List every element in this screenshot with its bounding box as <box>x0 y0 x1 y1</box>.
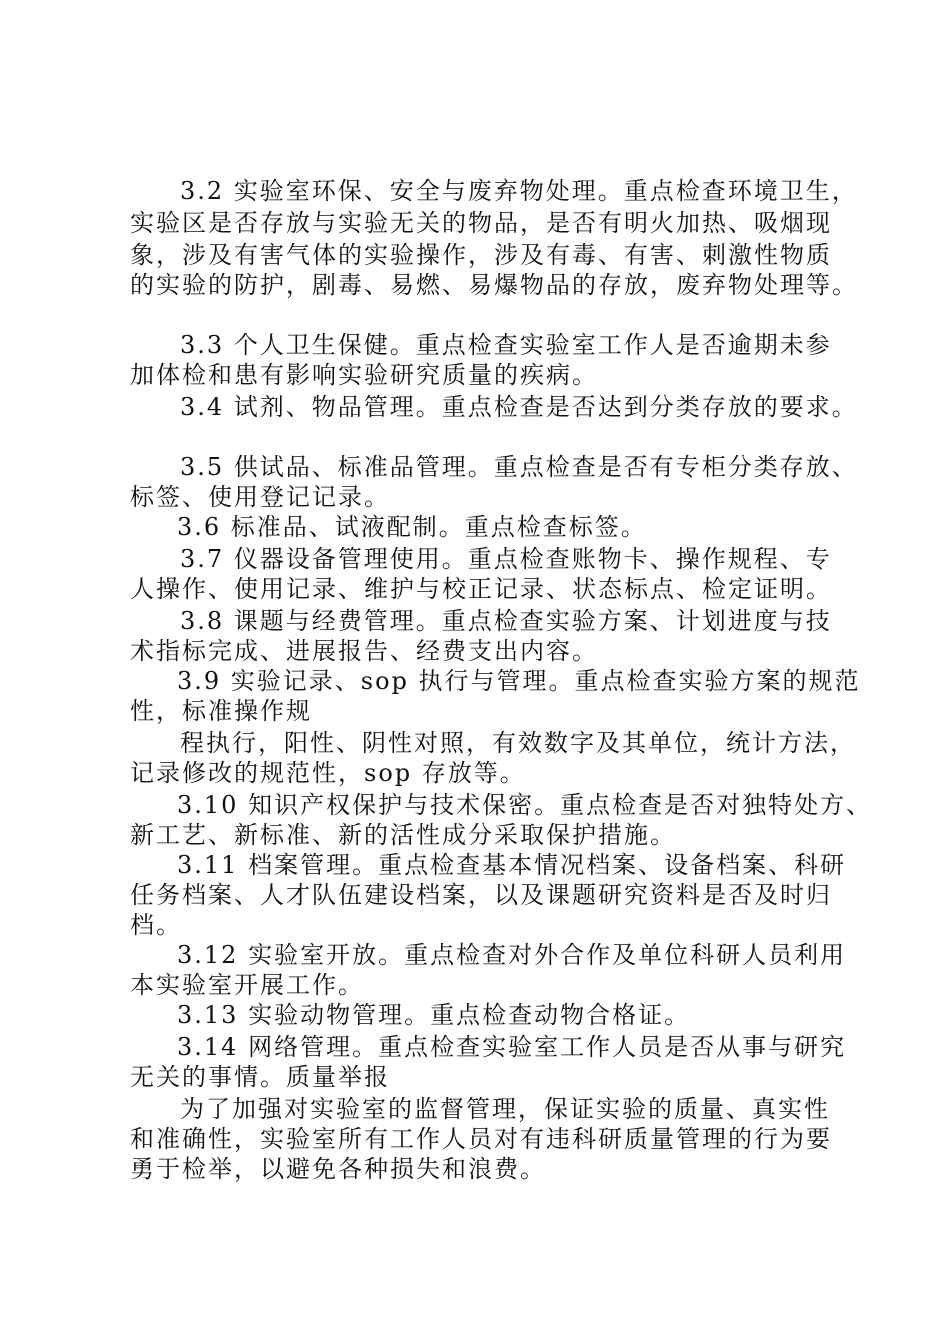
text-line: 的实验的防护，剧毒、易燃、易爆物品的存放，废弃物处理等。 <box>130 271 858 299</box>
text-line: 本实验室开展工作。 <box>130 971 364 999</box>
text-line: 加体检和患有影响实验研究质量的疾病。 <box>130 361 598 389</box>
text-line: 勇于检举，以避免各种损失和浪费。 <box>130 1155 546 1183</box>
text-line: 程执行，阳性、阴性对照，有效数字及其单位，统计方法， <box>180 729 856 757</box>
text-line: 3.8 课题与经费管理。重点检查实验方案、计划进度与技 <box>180 607 832 635</box>
text-line: 3.7 仪器设备管理使用。重点检查账物卡、操作规程、专 <box>180 545 832 573</box>
text-line: 3.3 个人卫生保健。重点检查实验室工作人是否逾期未参 <box>180 331 832 359</box>
text-line: 新工艺、新标准、新的活性成分采取保护措施。 <box>130 821 676 849</box>
text-line: 性，标准操作规 <box>130 697 312 725</box>
text-line: 3.12 实验室开放。重点检查对外合作及单位科研人员利用 <box>177 941 847 969</box>
text-line: 和准确性，实验室所有工作人员对有违科研质量管理的行为要 <box>130 1125 832 1153</box>
text-line: 3.11 档案管理。重点检查基本情况档案、设备档案、科研 <box>177 851 847 879</box>
text-line: 3.5 供试品、标准品管理。重点检查是否有专柜分类存放、 <box>180 453 858 481</box>
text-line: 3.4 试剂、物品管理。重点检查是否达到分类存放的要求。 <box>180 393 858 421</box>
text-line: 实验区是否存放与实验无关的物品，是否有明火加热、吸烟现 <box>130 209 832 237</box>
text-line: 3.2 实验室环保、安全与废弃物处理。重点检查环境卫生， <box>180 177 858 205</box>
text-line: 3.6 标准品、试液配制。重点检查标签。 <box>177 513 647 541</box>
text-line: 无关的事情。质量举报 <box>130 1063 390 1091</box>
text-line: 3.13 实验动物管理。重点检查动物合格证。 <box>177 1001 691 1029</box>
text-line: 3.14 网络管理。重点检查实验室工作人员是否从事与研究 <box>177 1033 847 1061</box>
text-line: 术指标完成、进展报告、经费支出内容。 <box>130 637 598 665</box>
text-line: 记录修改的规范性，sop 存放等。 <box>130 759 526 787</box>
text-line: 为了加强对实验室的监督管理，保证实验的质量、真实性 <box>180 1095 830 1123</box>
text-line: 象，涉及有害气体的实验操作，涉及有毒、有害、刺激性物质 <box>130 241 832 269</box>
text-line: 人操作、使用记录、维护与校正记录、状态标点、检定证明。 <box>130 575 832 603</box>
text-line: 档。 <box>130 911 182 939</box>
text-line: 3.10 知识产权保护与技术保密。重点检查是否对独特处方、 <box>177 791 873 819</box>
text-line: 3.9 实验记录、sop 执行与管理。重点检查实验方案的规范 <box>177 667 861 695</box>
text-line: 任务档案、人才队伍建设档案，以及课题研究资料是否及时归 <box>130 881 832 909</box>
text-line: 标签、使用登记记录。 <box>130 483 390 511</box>
